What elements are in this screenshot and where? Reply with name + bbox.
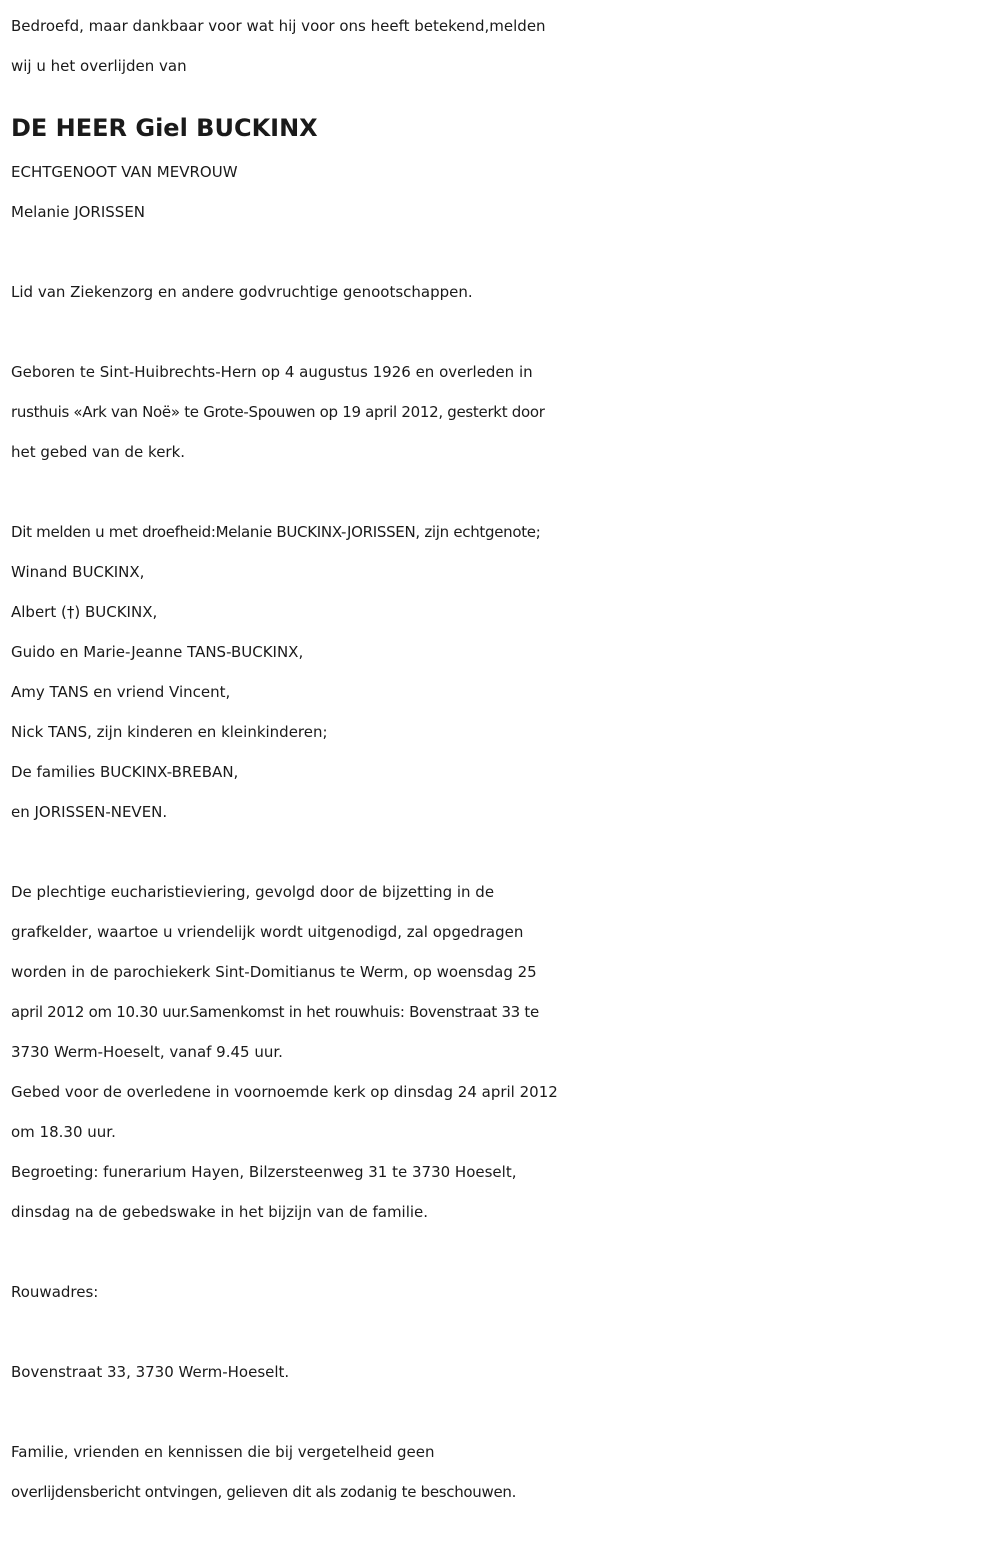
ceremony-line: om 18.30 uur. — [11, 1123, 116, 1141]
spacer — [11, 1232, 991, 1272]
spouse-line-2: Melanie JORISSEN — [11, 203, 146, 221]
closing-line-2: overlijdensbericht ontvingen, gelieven dit als zodanig te beschouwen. — [11, 1483, 517, 1501]
membership-text: Lid van Ziekenzorg en andere godvruchtige genootschappen. — [11, 283, 473, 301]
spacer — [11, 472, 991, 512]
spouse-line-1: ECHTGENOOT VAN MEVROUW — [11, 163, 238, 181]
family-line: Guido en Marie-Jeanne TANS-BUCKINX, — [11, 643, 304, 661]
spacer — [11, 832, 991, 872]
closing-line-1: Familie, vrienden en kennissen die bij vergetelheid geen — [11, 1443, 435, 1461]
ceremony-line: 3730 Werm-Hoeselt, vanaf 9.45 uur. — [11, 1043, 283, 1061]
ceremony-line: april 2012 om 10.30 uur.Samenkomst in het rouwhuis: Bovenstraat 33 te — [11, 1003, 539, 1021]
spacer — [11, 1312, 991, 1352]
family-line: Amy TANS en vriend Vincent, — [11, 683, 231, 701]
ceremony-line: worden in de parochiekerk Sint-Domitianus te Werm, op woensdag 25 — [11, 963, 537, 981]
ceremony-line: dinsdag na de gebedswake in het bijzijn van de familie. — [11, 1203, 429, 1221]
spacer — [11, 1392, 991, 1432]
obituary-notice — [11, 6, 991, 1512]
family-line: Winand BUCKINX, — [11, 563, 145, 581]
birth-death-line-3: het gebed van de kerk. — [11, 443, 186, 461]
birth-death-line-1: Geboren te Sint-Huibrechts-Hern op 4 augustus 1926 en overleden in — [11, 363, 533, 381]
ceremony-line: Gebed voor de overledene in voornoemde kerk op dinsdag 24 april 2012 — [11, 1083, 558, 1101]
ceremony-line: Begroeting: funerarium Hayen, Bilzersteenweg 31 te 3730 Hoeselt, — [11, 1163, 517, 1181]
ceremony-line: grafkelder, waartoe u vriendelijk wordt uitgenodigd, zal opgedragen — [11, 923, 524, 941]
family-line: en JORISSEN-NEVEN. — [11, 803, 168, 821]
spacer — [11, 312, 991, 352]
address-value: Bovenstraat 33, 3730 Werm-Hoeselt. — [11, 1363, 290, 1381]
deceased-name: DE HEER Giel BUCKINX — [11, 114, 318, 142]
family-line: Dit melden u met droefheid:Melanie BUCKINX-JORISSEN, zijn echtgenote; — [11, 523, 541, 541]
family-line: Nick TANS, zijn kinderen en kleinkinderen; — [11, 723, 328, 741]
intro-line-1: Bedroefd, maar dankbaar voor wat hij voor ons heeft betekend,melden — [11, 17, 546, 35]
address-label: Rouwadres: — [11, 1283, 99, 1301]
family-line: Albert (†) BUCKINX, — [11, 603, 158, 621]
family-line: De families BUCKINX-BREBAN, — [11, 763, 239, 781]
spacer — [11, 232, 991, 272]
intro-line-2: wij u het overlijden van — [11, 57, 187, 75]
ceremony-line: De plechtige eucharistieviering, gevolgd door de bijzetting in de — [11, 883, 495, 901]
birth-death-line-2: rusthuis «Ark van Noë» te Grote-Spouwen op 19 april 2012, gesterkt door — [11, 403, 545, 421]
